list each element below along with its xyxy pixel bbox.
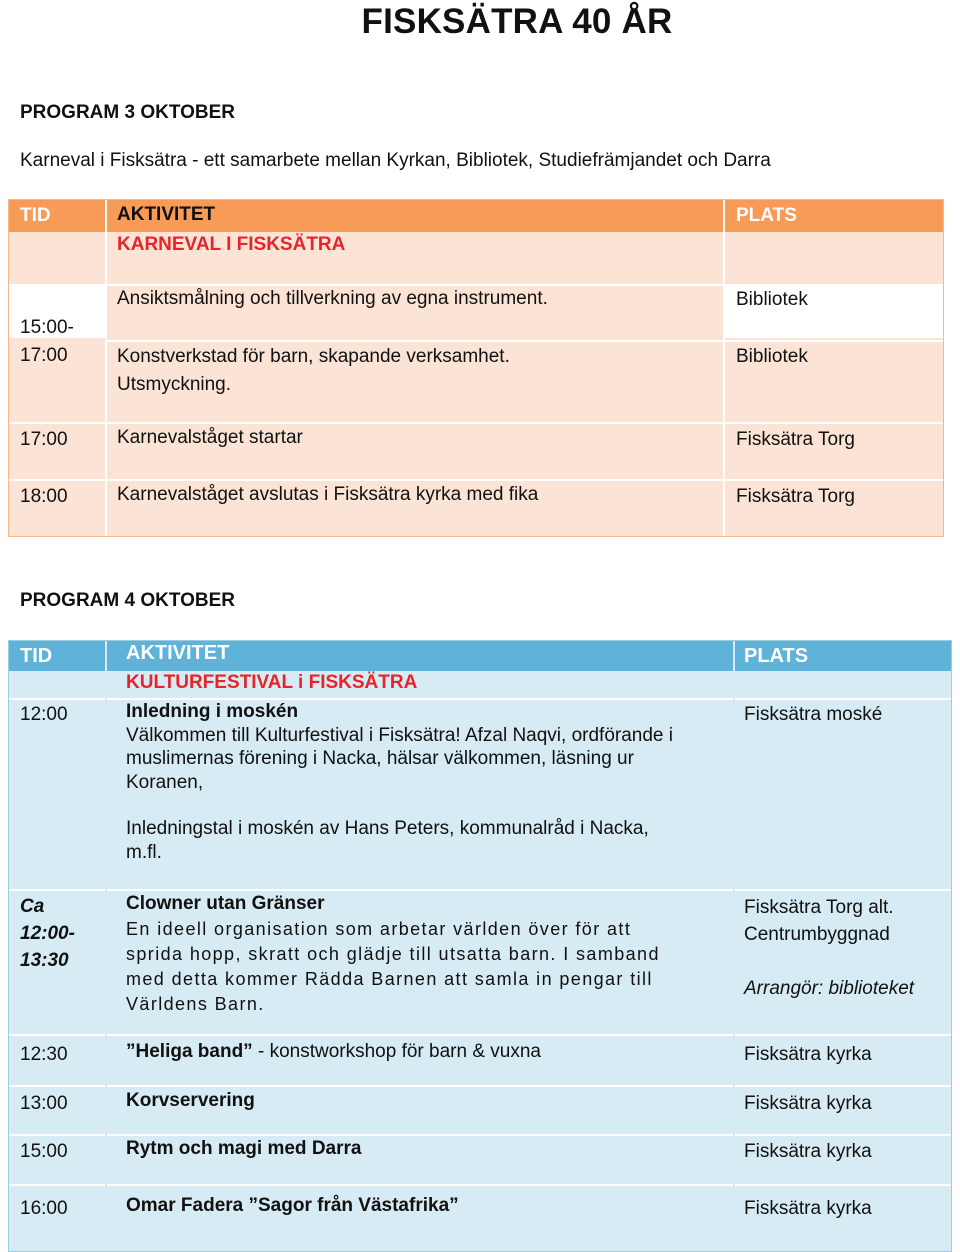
header-plats: PLATS bbox=[736, 205, 797, 226]
row-description: Koranen, bbox=[126, 772, 204, 793]
row-activity: Karnevalståget startar bbox=[117, 427, 303, 448]
row-place: Fisksätra kyrka bbox=[744, 1044, 872, 1065]
header-tid: TID bbox=[20, 645, 53, 667]
row-activity: Karnevalståget avslutas i Fisksätra kyrka med fika bbox=[117, 484, 539, 505]
row-time: 13:00 bbox=[20, 1093, 68, 1114]
row-title: Clowner utan Gränser bbox=[126, 893, 325, 914]
row-time: Ca bbox=[20, 896, 45, 917]
row-place: Fisksätra Torg bbox=[736, 486, 855, 507]
section-title: KULTURFESTIVAL i FISKSÄTRA bbox=[126, 672, 418, 693]
row-description: muslimernas förening i Nacka, hälsar välkommen, läsning ur bbox=[126, 748, 634, 769]
row-description: sprida hopp, skratt och glädje till utsatta barn. I samband bbox=[126, 944, 660, 964]
row-description: med detta kommer Rädda Barnen att samla in pengar till bbox=[126, 969, 653, 989]
header-aktivitet: AKTIVITET bbox=[117, 204, 216, 225]
row-time: 15:00- 17:00 bbox=[20, 317, 74, 366]
row-activity: Konstverkstad för barn, skapande verksamhet. Utsmyckning. bbox=[117, 346, 510, 395]
row-title: Rytm och magi med Darra bbox=[126, 1138, 362, 1159]
row-place: Bibliotek bbox=[736, 346, 808, 367]
row-title: Omar Fadera ”Sagor från Västafrika” bbox=[126, 1195, 459, 1216]
program-1-heading: PROGRAM 3 OKTOBER bbox=[20, 102, 236, 123]
row-description: Världens Barn. bbox=[126, 994, 265, 1014]
row-time: 17:00 bbox=[20, 429, 68, 450]
row-time: 12:00- bbox=[20, 923, 75, 944]
header-aktivitet: AKTIVITET bbox=[126, 642, 230, 664]
row-title-bold: ”Heliga band” bbox=[126, 1041, 253, 1062]
row-place: Bibliotek bbox=[736, 289, 808, 310]
row-time: 15:00 bbox=[20, 1141, 68, 1162]
row-time: 13:30 bbox=[20, 950, 69, 971]
row-place: Centrumbyggnad bbox=[744, 924, 890, 945]
row-description: En ideell organisation som arbetar världen över för att bbox=[126, 919, 632, 939]
row-description: m.fl. bbox=[126, 842, 162, 863]
row-title-rest: - konstworkshop för barn & vuxna bbox=[252, 1041, 541, 1062]
program-1-table bbox=[8, 199, 944, 537]
row-title: Inledning i moskén bbox=[126, 701, 299, 722]
row-place: Fisksätra Torg alt. bbox=[744, 897, 894, 918]
header-tid: TID bbox=[20, 205, 51, 226]
section-title: KARNEVAL I FISKSÄTRA bbox=[117, 234, 346, 255]
row-activity: Ansiktsmålning och tillverkning av egna instrument. bbox=[117, 288, 548, 309]
program-2-heading: PROGRAM 4 OKTOBER bbox=[20, 590, 236, 611]
row-place: Fisksätra Torg bbox=[736, 429, 855, 450]
header-plats: PLATS bbox=[744, 645, 809, 667]
row-place: Fisksätra kyrka bbox=[744, 1093, 872, 1114]
row-description: Inledningstal i moskén av Hans Peters, kommunalråd i Nacka, bbox=[126, 818, 649, 839]
row-place: Fisksätra kyrka bbox=[744, 1198, 872, 1219]
row-place: Fisksätra kyrka bbox=[744, 1141, 872, 1162]
row-time: 16:00 bbox=[20, 1198, 68, 1219]
row-time: 18:00 bbox=[20, 486, 68, 507]
row-time: 12:00 bbox=[20, 704, 68, 725]
row-organizer: Arrangör: biblioteket bbox=[744, 978, 915, 999]
program-2-table bbox=[8, 640, 952, 1252]
row-title: Korvservering bbox=[126, 1090, 255, 1111]
program-1-intro: Karneval i Fisksätra - ett samarbete mellan Kyrkan, Bibliotek, Studiefrämjandet och Darra bbox=[20, 150, 771, 171]
row-place: Fisksätra moské bbox=[744, 704, 883, 725]
row-title bbox=[126, 1040, 541, 1064]
row-time: 12:30 bbox=[20, 1044, 68, 1065]
page-title: FISKSÄTRA 40 ÅR bbox=[361, 2, 673, 41]
row-description: Välkommen till Kulturfestival i Fisksätra! Afzal Naqvi, ordförande i bbox=[126, 725, 673, 746]
